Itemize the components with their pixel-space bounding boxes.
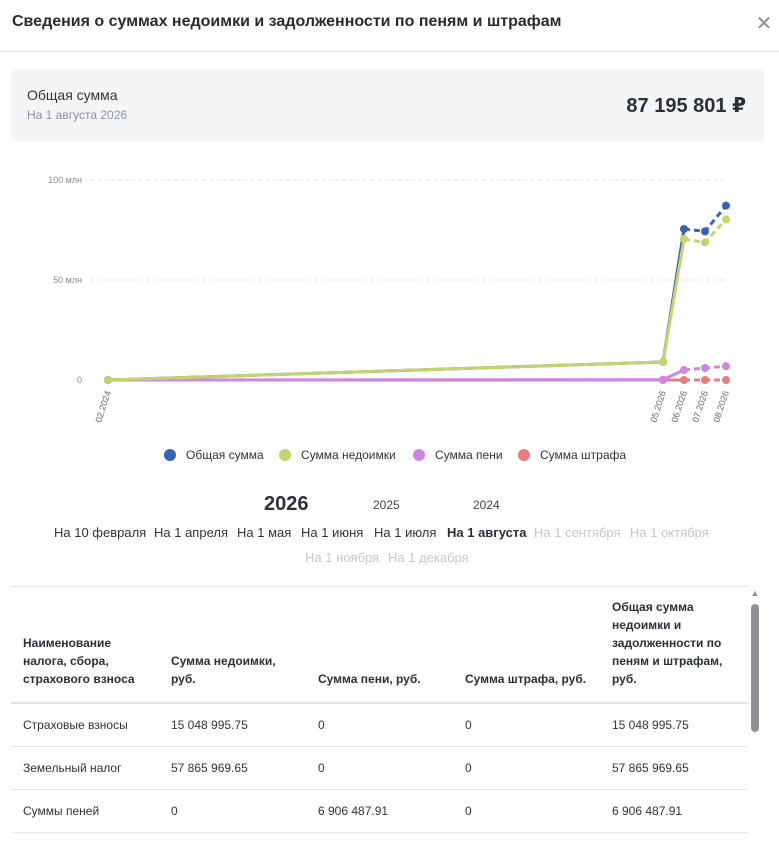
table-cell: 0 <box>453 746 600 789</box>
table-cell: 15 048 995.75 <box>159 703 306 746</box>
data-point <box>659 376 667 384</box>
month-tab[interactable]: На 1 июля <box>374 525 437 540</box>
table-cell: 57 865 969.65 <box>600 746 748 789</box>
y-tick-label: 100 млн <box>48 175 82 185</box>
month-tab[interactable]: На 1 мая <box>237 525 292 540</box>
table-cell: 0 <box>159 789 306 832</box>
close-icon[interactable]: ✕ <box>755 13 773 35</box>
legend-swatch <box>279 449 291 461</box>
table-cell: 15 048 995.75 <box>600 703 748 746</box>
data-point <box>722 202 730 210</box>
legend-swatch <box>518 449 530 461</box>
data-point <box>701 238 709 246</box>
year-tab[interactable]: 2025 <box>373 498 400 512</box>
legend-label: Сумма штрафа <box>540 448 627 462</box>
table-row <box>11 746 748 789</box>
year-selector <box>0 490 779 520</box>
scroll-up-icon[interactable]: ▲ <box>750 588 760 598</box>
table-cell: 0 <box>453 789 600 832</box>
data-point <box>680 225 688 233</box>
legend-item[interactable] <box>164 448 264 462</box>
table-cell: 57 865 969.65 <box>159 746 306 789</box>
legend-label: Общая сумма <box>186 448 264 462</box>
summary-value: 87 195 801 ₽ <box>626 95 746 117</box>
month-tab: На 1 октября <box>630 525 709 540</box>
data-point <box>701 376 709 384</box>
legend-label: Сумма пени <box>435 448 503 462</box>
y-tick-label: 0 <box>76 375 82 385</box>
x-tick-label: 02.2024 <box>93 389 113 424</box>
legend-swatch <box>164 449 176 461</box>
legend-item[interactable] <box>518 448 626 462</box>
data-point <box>722 362 730 370</box>
column-header: Наименование налога, сбора, страхового взноса <box>11 587 159 703</box>
legend-swatch <box>413 449 425 461</box>
data-point <box>680 366 688 374</box>
table-body <box>11 703 748 832</box>
data-point <box>659 358 667 366</box>
month-tab[interactable]: На 10 февраля <box>54 525 147 540</box>
scrollbar[interactable] <box>750 588 760 841</box>
table-cell: Земельный налог <box>11 746 159 789</box>
x-tick-label: 07.2026 <box>690 389 710 424</box>
data-point <box>701 227 709 235</box>
x-tick-label: 06.2026 <box>669 389 689 424</box>
data-point <box>722 215 730 223</box>
table-cell: Суммы пеней <box>11 789 159 832</box>
column-header: Сумма недоимки, руб. <box>159 587 306 703</box>
table-header <box>11 587 748 703</box>
month-selector <box>0 525 779 565</box>
summary-card <box>11 69 764 141</box>
x-tick-label: 08.2026 <box>711 389 731 424</box>
month-tab[interactable]: На 1 июня <box>301 525 364 540</box>
data-point <box>104 376 112 384</box>
table-row <box>11 703 748 746</box>
column-header: Общая сумма недоимки и задолженности по пеням и штрафам, руб. <box>600 587 748 703</box>
table-cell: 0 <box>453 703 600 746</box>
month-tab[interactable]: На 1 апреля <box>154 525 228 540</box>
scrollbar-thumb[interactable] <box>751 604 759 732</box>
month-tab[interactable]: На 1 августа <box>447 525 527 540</box>
month-tab: На 1 сентября <box>534 525 621 540</box>
month-tab: На 1 ноября <box>305 550 380 565</box>
year-tab[interactable]: 2026 <box>264 493 309 515</box>
series-line <box>108 239 684 380</box>
line-chart <box>0 160 779 460</box>
series-line <box>108 229 684 380</box>
table-cell: 6 906 487.91 <box>306 789 453 832</box>
data-point <box>701 364 709 372</box>
data-point <box>722 376 730 384</box>
table-cell: 6 906 487.91 <box>600 789 748 832</box>
chart-legend <box>0 448 779 466</box>
debt-table <box>11 586 748 841</box>
legend-item[interactable] <box>413 448 503 462</box>
dialog-header <box>0 0 779 52</box>
summary-label: Общая сумма <box>27 87 118 103</box>
chart <box>0 160 779 460</box>
legend-item[interactable] <box>279 448 396 462</box>
x-tick-label: 05.2026 <box>648 389 668 424</box>
year-tab[interactable]: 2024 <box>473 498 500 512</box>
table-cell: Страховые взносы <box>11 703 159 746</box>
column-header: Сумма пени, руб. <box>306 587 453 703</box>
month-tab: На 1 декабря <box>388 550 469 565</box>
summary-date: На 1 августа 2026 <box>27 108 128 122</box>
dialog-title: Сведения о суммах недоимки и задолженности по пеням и штрафам <box>12 13 562 30</box>
y-tick-label: 50 млн <box>53 275 82 285</box>
table-cell: 0 <box>306 746 453 789</box>
table-cell: 0 <box>306 703 453 746</box>
data-point <box>680 235 688 243</box>
legend-label: Сумма недоимки <box>301 448 396 462</box>
column-header: Сумма штрафа, руб. <box>453 587 600 703</box>
data-point <box>680 376 688 384</box>
table-row <box>11 789 748 832</box>
